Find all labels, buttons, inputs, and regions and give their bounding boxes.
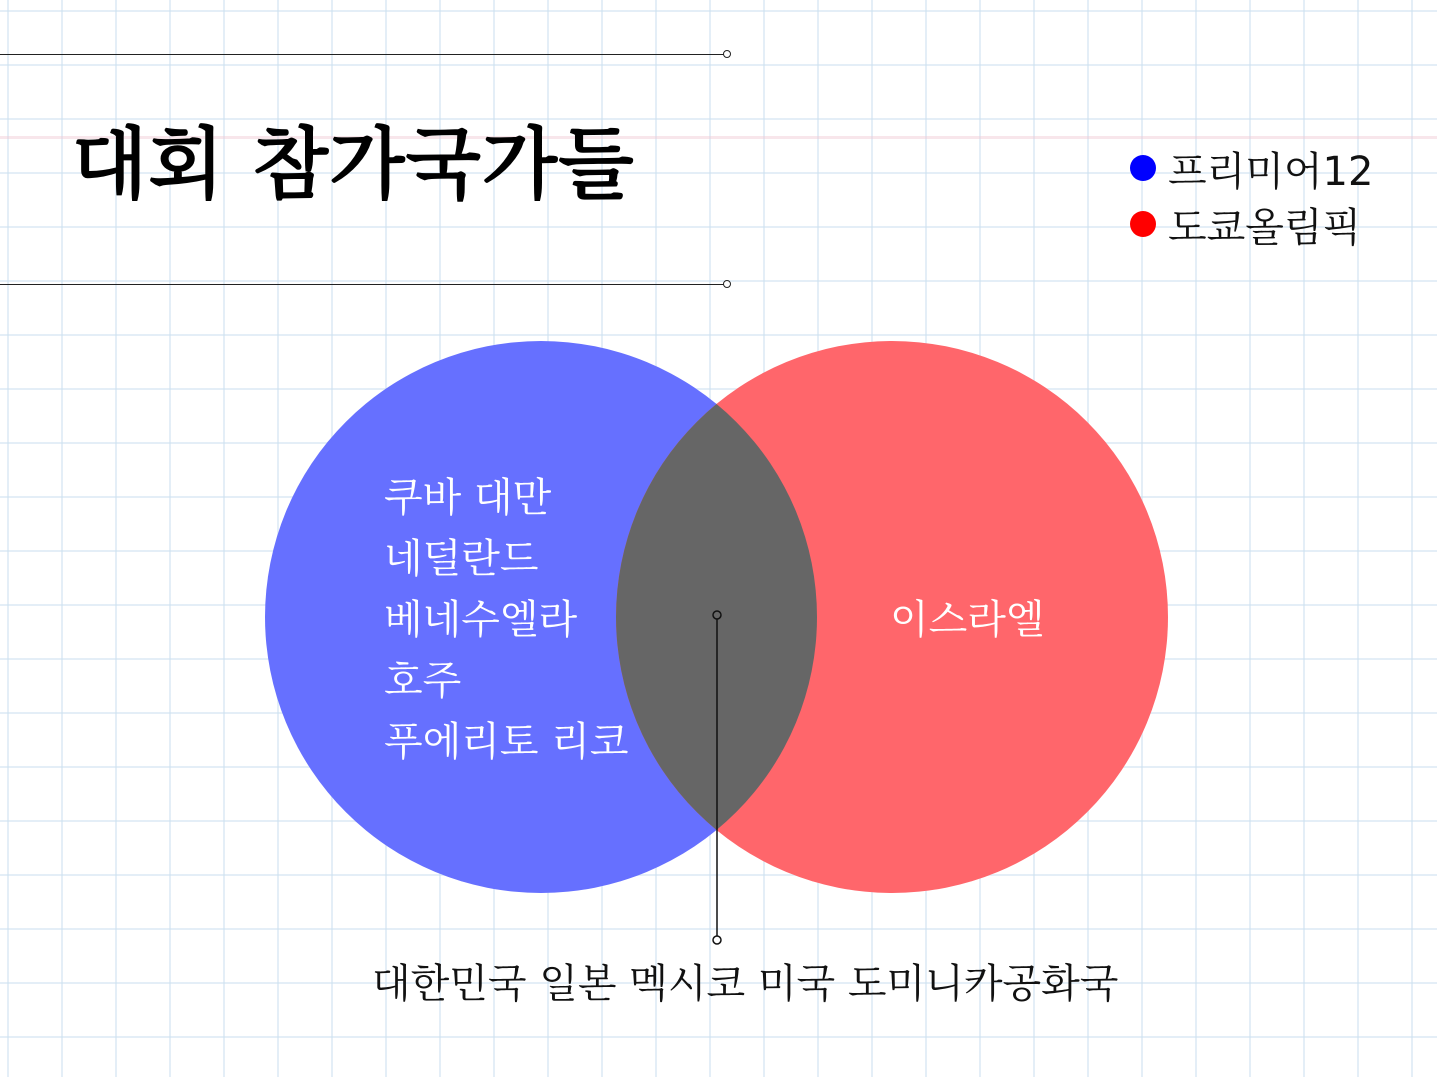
intersection-leader-end-dot	[713, 936, 721, 944]
country-line: 푸에리토 리코	[384, 719, 629, 765]
country-line: 호주	[384, 658, 462, 704]
legend-label: 프리미어12	[1168, 148, 1374, 195]
page-title: 대회 참가국가들	[72, 120, 635, 210]
premier12-only-countries	[384, 468, 629, 773]
country-line: 베네수엘라	[384, 597, 578, 643]
tokyo-only-countries: 이스라엘	[890, 597, 1045, 643]
legend-label: 도쿄올림픽	[1168, 204, 1362, 251]
country-line: 쿠바 대만	[384, 475, 552, 521]
intersection-leader-start-dot	[713, 611, 721, 619]
intersection-countries: 대한민국 일본 멕시코 미국 도미니카공화국	[372, 961, 1119, 1007]
country-line: 네덜란드	[384, 536, 539, 582]
